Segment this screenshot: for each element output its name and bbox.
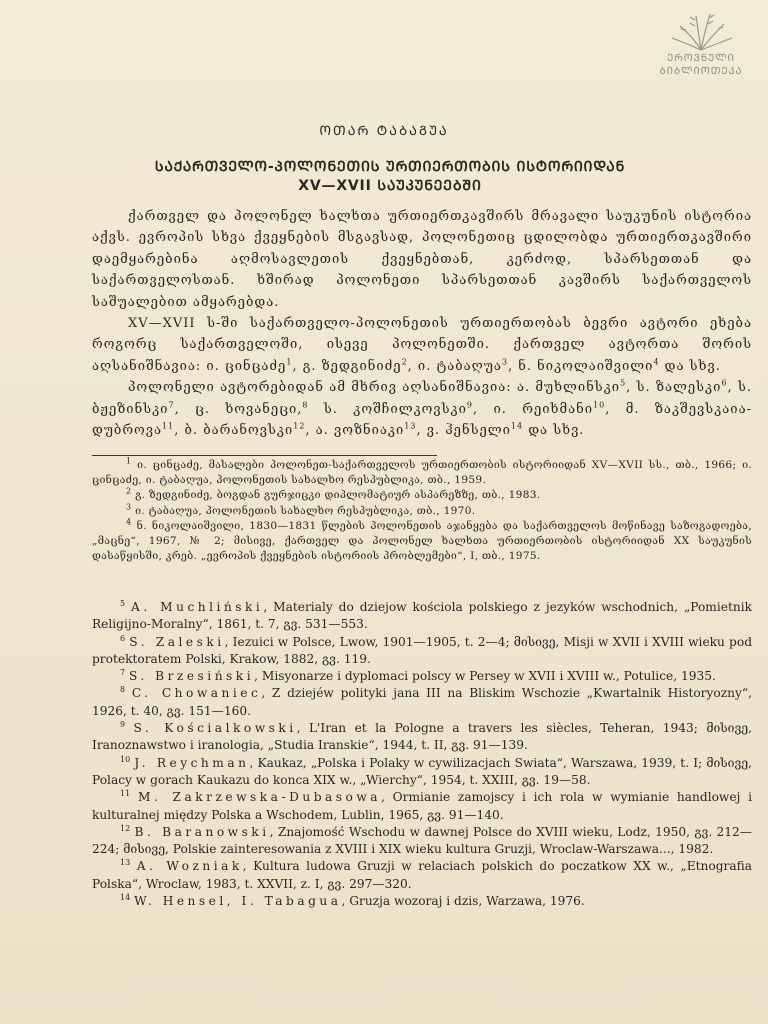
paragraph-3-text: , ს. ზალესკი	[626, 380, 722, 396]
footnote	[92, 458, 752, 487]
footnote	[92, 634, 752, 669]
article-title	[80, 158, 700, 196]
footnotes-georgian	[92, 458, 752, 564]
footnote	[92, 599, 752, 634]
paragraph-2-text: , ი. ტაბაღუა	[407, 358, 502, 374]
footnote-ref: 7	[168, 400, 175, 410]
footnote-number: 10	[120, 754, 131, 764]
article-body	[92, 206, 752, 441]
footnote-ref: 9	[466, 400, 473, 410]
footnote-text: , Gruzja wozoraj i dzis, Warzawa, 1976.	[341, 894, 585, 909]
footnote-text: ნ. ნიკოლაიშვილი, 1830—1831 წლების პოლონეთის აჯანყება და საქართველოს მოწინავე საზოგადოება, „მაცნე“, 1967, № 2; მისივე, ქართველ და პოლონელ ხალხთა ურთიერთობის ისტორიიდან XX საუკუნის დასაწყისში, კრებ. „ევროპის ქვეყნების ისტორიის პრობლემები“, I, თბ., 1975.	[92, 520, 753, 562]
logo-text-line2: ᲑᲘᲑᲚᲘᲝᲗᲔᲙᲐ	[659, 66, 743, 77]
title-line-1: ᲡᲐᲥᲐᲠᲗᲕᲔᲚᲝ-ᲞᲝᲚᲝᲜᲔᲗᲘᲡ ᲣᲠᲗᲘᲔᲠᲗᲝᲑᲘᲡ ᲘᲡᲢᲝᲠᲘᲘᲓᲐᲜ	[154, 159, 626, 175]
footnote-author: A. Wozniak	[136, 859, 243, 874]
footnote-text: ი. ცინცაძე, მასალები პოლონეთ-საქართველოს ურთიერთობის ისტორიიდან XV—XVII სს., თბ., 1966; ი. ცინცაძე, ი. ტაბაღუა, პოლონეთის სახალხო რესპუბლიკა, თბ., 1959.	[92, 459, 752, 486]
footnote-author: B. Baranowski	[134, 824, 270, 839]
footnote-number: 4	[126, 517, 132, 527]
footnote	[92, 858, 752, 893]
paragraph-3-text: , ა. ვოზნიაკი	[305, 423, 405, 439]
paragraph-3	[92, 377, 752, 441]
footnote-author: M. Zakrzewska-Dubasowa	[137, 790, 382, 805]
paragraph-3-text: , ბ. ბარანოვსკი	[174, 423, 294, 439]
paragraph-3-text: და სხვ.	[523, 423, 585, 439]
footnote	[92, 824, 752, 859]
footnote-number: 11	[120, 789, 131, 799]
wheat-sprig-icon	[666, 8, 736, 52]
footnote-number: 6	[120, 633, 126, 643]
footnote-number: 12	[120, 823, 131, 833]
footnote-number: 1	[126, 456, 132, 466]
footnote-text: , Iezuici w Polsce, Lwow, 1901—1905, t. 2—4; მისივე, Misji w XVII i XVIII wieku pod protektoratem Polski, Krakow, 1882, გვ. 119.	[92, 634, 752, 666]
paragraph-2-text: და სხვ.	[659, 358, 721, 374]
paragraph-1: ქართველ და პოლონელ ხალხთა ურთიერთკავშირს მრავალი საუკუნის ისტორია აქვს. ევროპის სხვა ქვეყნების მსგავსად, პოლონეთიც ცდილობდა ურთიერთკავშირი დაემყარებინა აღმოსავლეთის ქვეყნებთან, კერძოდ, სპარსეთთან და საქართველოსთან. ხშირად პოლონეთი სპარსეთთან კავშირს საქართველოს საშუალებით ამყარებდა.	[92, 209, 752, 310]
footnote-text: , Ormianie zamojscy i ich rola w wymianie handlowej i kulturalnej między Polska a Wschodem, Lublin, 1965, გვ. 91—140.	[92, 790, 753, 822]
footnote-ref: 13	[404, 421, 417, 431]
footnote	[92, 893, 752, 910]
footnote-number: 3	[126, 502, 132, 512]
footnote-number: 13	[120, 858, 131, 868]
footnote-text: , Kultura ludowa Gruzji w relaciach polskich do poczatkow XX w., „Etnografia Polska“, Wroclaw, 1983, t. XXVII, z. I, გვ. 297—320.	[92, 859, 752, 891]
footnote-ref: 4	[653, 357, 660, 367]
footnote-number: 14	[120, 892, 131, 902]
footnote-number: 5	[120, 598, 126, 608]
footnote	[92, 519, 752, 563]
footnote-ref: 8	[302, 400, 309, 410]
paragraph-3-text: პოლონელი ავტორებიდან ამ მხრივ აღსანიშნავია: ა. მუხლინსკი	[128, 380, 621, 396]
footnote-number: 2	[126, 486, 132, 496]
paragraph-2-text: , გ. ზედგინიძე	[292, 358, 402, 374]
footnote-ref: 5	[620, 378, 627, 388]
footnote-text: , Materialy do dziejow kościola polskiego z jezyków wschodnich, „Pomietnik Religijno-Moralny“, 1861, t. 7, გვ. 531—553.	[92, 600, 753, 632]
footnote-ref: 1	[286, 357, 293, 367]
logo-text-line1: ᲔᲠᲝᲕᲜᲣᲚᲘ	[667, 53, 735, 64]
footnote-author: J. Reychman	[134, 755, 250, 770]
title-line-2: XV—XVII ᲡᲐᲣᲙᲣᲜᲔᲔᲑᲨᲘ	[298, 178, 482, 194]
footnote-ref: 3	[501, 357, 509, 367]
footnote	[92, 504, 752, 519]
footnotes-latin	[92, 599, 752, 910]
footnote-text: გ. ზედგინიძე, ბოგდან გურჯიცკი დიპლომატიურ ასპარეზზე, თბ., 1983.	[135, 489, 541, 502]
footnote	[92, 755, 752, 790]
paragraph-2-text: , ნ. ნიკოლაიშვილი	[508, 358, 654, 374]
footnote-ref: 6	[721, 378, 728, 388]
footnote-text: , Misyonarze i dyplomaci polscy w Persey w XVII i XVIII w., Potulice, 1935.	[254, 669, 716, 684]
footnote-ref: 14	[510, 421, 524, 431]
footnote-ref: 11	[162, 421, 175, 431]
footnote-author: C. Chowaniec	[131, 686, 262, 701]
footnote-author: S. Brzesiński	[128, 669, 255, 684]
paragraph-2	[92, 313, 752, 377]
footnote-author: W. Hensel, I. Tabagua	[134, 894, 342, 909]
footnote-text: ი. ტაბაღუა, პოლონეთის სახალხო რესპუბლიკა, თბ., 1970.	[135, 504, 476, 517]
footnote	[92, 668, 752, 685]
article-author: ᲝᲗᲐᲠ ᲢᲐᲑᲐᲒᲣᲐ	[319, 124, 449, 139]
footnote-text: , Kaukaz, „Polska i Polaky w cywilizacjach Swiata“, Warszawa, 1939, t. I; მისივე, Polacy w gorach Kaukazu do konca XIX w., „Wierchy“, 1954, t. XXIII, გვ. 19—58.	[92, 755, 752, 787]
footnote-number: 7	[120, 668, 126, 678]
paragraph-3-text: , ი. რეიხმანი	[473, 401, 594, 417]
paragraph-3-text: , მ. ზაკშევსკაია-დუბროვა	[92, 401, 752, 439]
footnote-ref: 2	[401, 357, 408, 367]
paragraph-3-text: , ვ. ჰენსელი	[416, 423, 511, 439]
footnote-text: , L'Iran et la Pologne a travers les siècles, Teheran, 1943; მისივე, Iranoznawstwo i iranologia, „Studia Iranskie“, 1944, t. II, გვ. 91—139.	[92, 721, 753, 753]
footnote	[92, 488, 752, 503]
paragraph-3-text: ს. კოშჩილკოვსკი	[308, 401, 467, 417]
footnote-author: S. Zaleski	[129, 634, 225, 649]
paragraph-2-text: XV—XVII ს-ში საქართველო-პოლონეთის ურთიერთობას ბევრი ავტორი ეხება როგორც საქართველოში, ისევე პოლონეთში. ქართველ ავტორთა შორის აღსანიშნავია: ი. ცინცაძე	[92, 316, 752, 374]
footnote-number: 9	[120, 720, 126, 730]
footnote-text: , Znajomość Wschodu w dawnej Polsce do XVIII wieku, Lodz, 1950, გვ. 212—224; მისივე, Polskie zainteresowania z XVIII i XIX wieku kultura Gruzji, Wroclaw-Warszawa..., 1982.	[92, 824, 752, 857]
footnote-author: S. Kościalkowski	[133, 721, 297, 736]
footnote	[92, 789, 752, 824]
footnote-ref: 10	[593, 400, 606, 410]
footnote-text: , Z dziejéw polityki jana III na Bliskim Wschozie „Kwartalnik Historyozny“, 1926, t. 40, გვ. 151—160.	[92, 686, 752, 718]
footnote-ref: 12	[293, 421, 306, 431]
paragraph-3-text: , ს. ბჟეზინსკი	[92, 380, 752, 417]
footnote	[92, 720, 752, 755]
footnote-author: A. Muchliński	[131, 600, 264, 614]
paragraph-3-text: , ც. ხოვანეცი,	[174, 401, 303, 417]
library-logo	[652, 8, 750, 82]
footnote	[92, 685, 752, 720]
footnote-divider	[92, 455, 437, 456]
footnote-number: 8	[120, 685, 126, 695]
